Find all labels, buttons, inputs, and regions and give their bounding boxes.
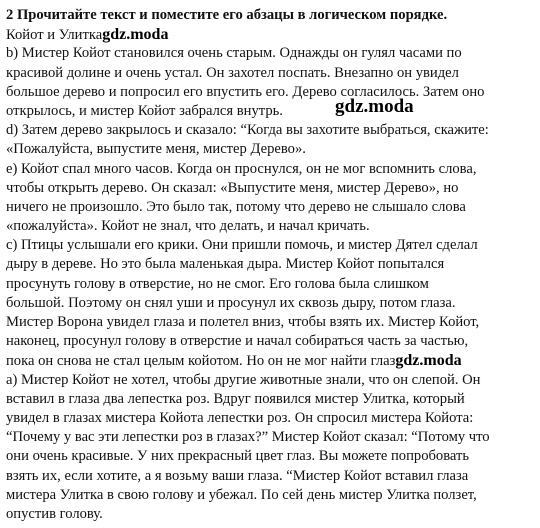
- paragraph-line-text: открылось, и мистер Койот забрался внутрь.: [6, 102, 283, 119]
- paragraph-a: [6, 371, 536, 525]
- paragraph-line: мистера Улитка в свою голову и убежал. По сей день мистер Улитка ползет,: [6, 486, 477, 503]
- paragraph-line: дыру в дереве. Но это была маленькая дыра. Мистер Койот попытался: [6, 256, 445, 273]
- paragraph-line: «пожалуйста». Койот не знал, что делать, и начал кричать.: [6, 218, 370, 235]
- paragraph-line: c) Птицы услышали его крики. Они пришли помочь, и мистер Дятел сделал: [6, 237, 478, 254]
- paragraph-line: большой. Поэтому он снял уши и просунул их сквозь дыру, потом глаза.: [6, 294, 456, 311]
- paragraph-line: b) Мистер Койот становился очень старым. Однажды он гулял часами по: [6, 45, 462, 62]
- paragraph-line-text: пока он снова не стал целым койотом. Но он не мог найти глаз: [6, 353, 396, 370]
- paragraph-line: просунуть голову в отверстие, но не смог. Его голова была слишком: [6, 275, 429, 292]
- paragraph-line: a) Мистер Койот не хотел, чтобы другие животные знали, что он слепой. Он: [6, 371, 481, 388]
- paragraph-line: “Почему у вас эти лепестки роз в глазах?” Мистер Койот сказал: “Потому что: [6, 429, 490, 446]
- watermark: gdz.moda: [395, 352, 462, 370]
- paragraph-line: большое дерево и попросил его впустить его. Дерево согласилось. Затем оно: [6, 83, 485, 100]
- task-title: 2 Прочитайте текст и поместите его абзацы в логическом порядке.: [6, 7, 448, 23]
- paragraph-line: взять их, если хотите, а я возьму ваши глаза. “Мистер Койот вставил глаза: [6, 467, 469, 484]
- story-title-line: [6, 25, 536, 44]
- paragraph-line: ничего не произошло. Это было так, потому что дерево не слышало слова: [6, 198, 466, 215]
- paragraph-line: Мистер Ворона увидел глаза и полетел вниз, чтобы взять их. Мистер Койот,: [6, 314, 480, 330]
- watermark: gdz.moda: [102, 26, 169, 44]
- paragraph-b: [6, 44, 536, 121]
- paragraph-line: d) Затем дерево закрылось и сказало: “Когда вы захотите выбраться, скажите:: [6, 122, 489, 139]
- paragraph-d: [6, 121, 536, 159]
- paragraph-line: вставил в глаза два лепестка роз. Вдруг появился мистер Улитка, который: [6, 390, 465, 407]
- paragraph-line: чтобы открыть дерево. Он сказал: «Выпустите меня, мистер Дерево», но: [6, 179, 459, 196]
- story-title: Койот и Улитка: [6, 27, 103, 44]
- paragraph-line: [6, 102, 536, 121]
- paragraph-line: [6, 351, 536, 370]
- watermark: gdz.moda: [335, 96, 414, 117]
- paragraph-line: «Пожалуйста, выпустите меня, мистер Дерево».: [6, 141, 306, 158]
- paragraph-line: красивой долине и очень устал. Он захотел поспать. Внезапно он увидел: [6, 64, 459, 81]
- paragraph-line: наконец, просунул голову в отверстие и начал собираться часть за частью,: [6, 333, 469, 350]
- paragraph-c: [6, 236, 536, 370]
- paragraph-line: опустив голову.: [6, 505, 103, 522]
- paragraph-line: e) Койот спал много часов. Когда он проснулся, он не мог вспомнить слова,: [6, 160, 477, 177]
- exercise-page: [6, 6, 536, 524]
- paragraph-e: [6, 160, 536, 237]
- paragraph-line: они очень красивые. У них прекрасный цвет глаз. Вы можете попробовать: [6, 448, 470, 465]
- paragraph-line: увидел в глазах мистера Койота лепестки роз. Он спросил мистера Койота:: [6, 409, 474, 426]
